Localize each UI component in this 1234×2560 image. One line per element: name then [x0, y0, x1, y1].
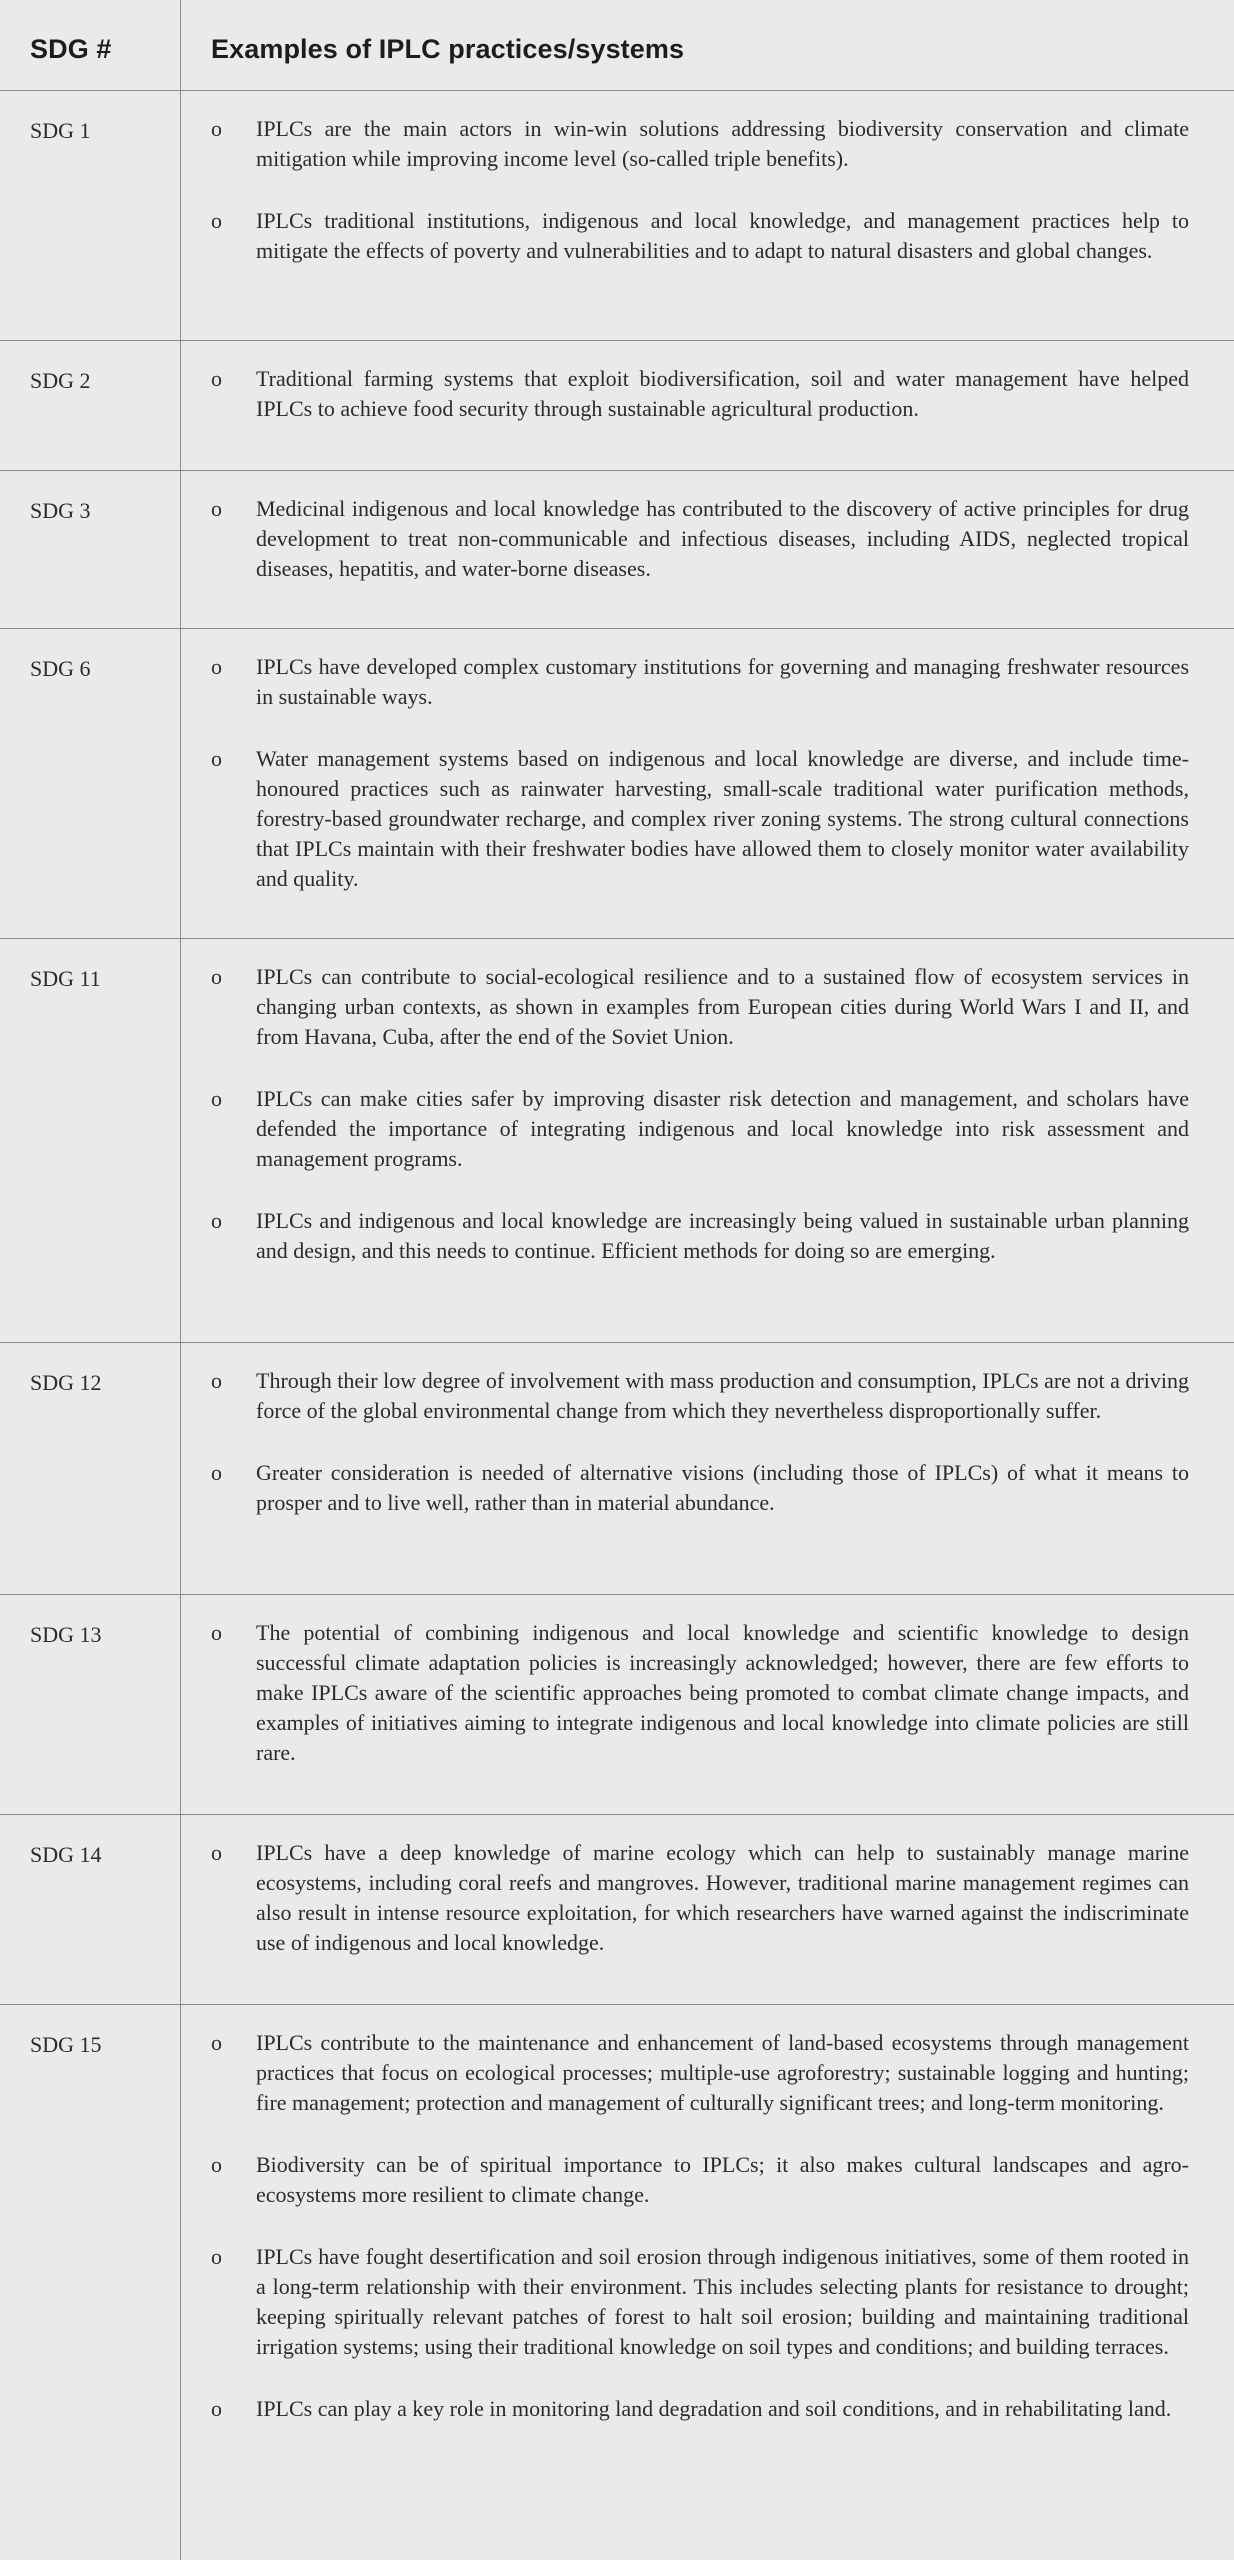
column-divider [180, 0, 181, 2560]
practice-item [211, 1458, 1189, 1518]
practice-list [211, 2028, 1189, 2424]
row-separator [0, 1594, 1234, 1595]
bullet-icon: o [211, 1208, 222, 1233]
practice-item [211, 206, 1189, 266]
header-sdg-number: SDG # [30, 34, 112, 64]
row-separator [0, 1814, 1234, 1815]
practice-list [211, 364, 1189, 424]
practice-item [211, 652, 1189, 712]
practice-text: Medicinal indigenous and local knowledge has contributed to the discovery of active principles for drug development to treat non-communicable and infectious diseases, including AIDS, neglected tropical diseases, hepatitis, and water-borne diseases. [256, 496, 1189, 581]
practice-item [211, 1084, 1189, 1174]
practice-text: IPLCs are the main actors in win-win solutions addressing biodiversity conservation and climate mitigation while improving income level (so-called triple benefits). [256, 116, 1189, 171]
bullet-icon: o [211, 2030, 222, 2055]
practice-list [211, 1618, 1189, 1768]
practice-item [211, 1366, 1189, 1426]
sdg-label: SDG 3 [30, 498, 91, 523]
practice-item [211, 2150, 1189, 2210]
sdg-label: SDG 11 [30, 966, 101, 991]
bullet-icon: o [211, 1086, 222, 1111]
bullet-icon: o [211, 1460, 222, 1485]
practice-item [211, 364, 1189, 424]
row-separator [0, 628, 1234, 629]
practice-list [211, 962, 1189, 1266]
practice-item [211, 114, 1189, 174]
practice-text: IPLCs traditional institutions, indigenous and local knowledge, and management practices help to mitigate the effects of poverty and vulnerabilities and to adapt to natural disasters and global changes. [256, 208, 1189, 263]
practice-text: IPLCs and indigenous and local knowledge are increasingly being valued in sustainable urban planning and design, and this needs to continue. Efficient methods for doing so are emerging. [256, 1208, 1189, 1263]
practice-item [211, 1618, 1189, 1768]
row-separator [0, 340, 1234, 341]
sdg-label: SDG 2 [30, 368, 91, 393]
practice-text: Traditional farming systems that exploit biodiversification, soil and water management have helped IPLCs to achieve food security through sustainable agricultural production. [256, 366, 1189, 421]
practice-item [211, 962, 1189, 1052]
sdg-label: SDG 6 [30, 656, 91, 681]
practice-item [211, 2394, 1189, 2424]
practice-text: Water management systems based on indigenous and local knowledge are diverse, and include time-honoured practices such as rainwater harvesting, small-scale traditional water purification methods, forestry-based groundwater recharge, and complex river zoning systems. The strong cultural connections that IPLCs maintain with their freshwater bodies have allowed them to closely monitor water availability and quality. [256, 746, 1189, 891]
practice-text: IPLCs have fought desertification and soil erosion through indigenous initiatives, some of them rooted in a long-term relationship with their environment. This includes selecting plants for resistance to drought; keeping spiritually relevant patches of forest to halt soil erosion; building and maintaining traditional irrigation systems; using their traditional knowledge on soil types and conditions; and building terraces. [256, 2244, 1189, 2359]
practice-text: IPLCs have developed complex customary institutions for governing and managing freshwater resources in sustainable ways. [256, 654, 1189, 709]
bullet-icon: o [211, 1620, 222, 1645]
practice-item [211, 494, 1189, 584]
practice-text: The potential of combining indigenous and local knowledge and scientific knowledge to design successful climate adaptation policies is increasingly acknowledged; however, there are few efforts to make IPLCs aware of the scientific approaches being promoted to combat climate change impacts, and examples of initiatives aiming to integrate indigenous and local knowledge into climate policies are still rare. [256, 1620, 1189, 1765]
row-separator [0, 2004, 1234, 2005]
practice-item [211, 744, 1189, 894]
bullet-icon: o [211, 2396, 222, 2421]
bullet-icon: o [211, 1840, 222, 1865]
bullet-icon: o [211, 2152, 222, 2177]
sdg-label: SDG 1 [30, 118, 91, 143]
practice-item [211, 1206, 1189, 1266]
sdg-label: SDG 13 [30, 1622, 102, 1647]
practice-text: IPLCs can make cities safer by improving disaster risk detection and management, and scholars have defended the importance of integrating indigenous and local knowledge into risk assessment and management programs. [256, 1086, 1189, 1171]
practice-text: Greater consideration is needed of alternative visions (including those of IPLCs) of what it means to prosper and to live well, rather than in material abundance. [256, 1460, 1189, 1515]
bullet-icon: o [211, 208, 222, 233]
header-iplc-practices: Examples of IPLC practices/systems [211, 34, 685, 64]
practice-list [211, 652, 1189, 894]
practice-text: Biodiversity can be of spiritual importance to IPLCs; it also makes cultural landscapes and agro-ecosystems more resilient to climate change. [256, 2152, 1189, 2207]
practice-text: IPLCs can play a key role in monitoring land degradation and soil conditions, and in rehabilitating land. [256, 2396, 1172, 2421]
bullet-icon: o [211, 366, 222, 391]
bullet-icon: o [211, 1368, 222, 1393]
sdg-label: SDG 14 [30, 1842, 102, 1867]
bullet-icon: o [211, 116, 222, 141]
bullet-icon: o [211, 654, 222, 679]
practice-text: IPLCs contribute to the maintenance and enhancement of land-based ecosystems through management practices that focus on ecological processes; multiple-use agroforestry; sustainable logging and hunting; fire management; protection and management of culturally significant trees; and long-term monitoring. [256, 2030, 1189, 2115]
bullet-icon: o [211, 964, 222, 989]
sdg-label: SDG 12 [30, 1370, 102, 1395]
row-separator [0, 1342, 1234, 1343]
row-separator [0, 938, 1234, 939]
practice-text: IPLCs can contribute to social-ecological resilience and to a sustained flow of ecosystem services in changing urban contexts, as shown in examples from European cities during World Wars I and II, and from Havana, Cuba, after the end of the Soviet Union. [256, 964, 1189, 1049]
practice-text: IPLCs have a deep knowledge of marine ecology which can help to sustainably manage marine ecosystems, including coral reefs and mangroves. However, traditional marine management regimes can also result in intense resource exploitation, for which researchers have warned against the indiscriminate use of indigenous and local knowledge. [256, 1840, 1189, 1955]
bullet-icon: o [211, 2244, 222, 2269]
practice-item [211, 2242, 1189, 2362]
practice-item [211, 2028, 1189, 2118]
practice-list [211, 1838, 1189, 1958]
practice-item [211, 1838, 1189, 1958]
row-separator [0, 470, 1234, 471]
row-separator [0, 90, 1234, 91]
practice-list [211, 494, 1189, 584]
sdg-label: SDG 15 [30, 2032, 102, 2057]
bullet-icon: o [211, 746, 222, 771]
practice-list [211, 114, 1189, 266]
practice-list [211, 1366, 1189, 1518]
practice-text: Through their low degree of involvement with mass production and consumption, IPLCs are not a driving force of the global environmental change from which they nevertheless disproportionally suffer. [256, 1368, 1189, 1423]
bullet-icon: o [211, 496, 222, 521]
